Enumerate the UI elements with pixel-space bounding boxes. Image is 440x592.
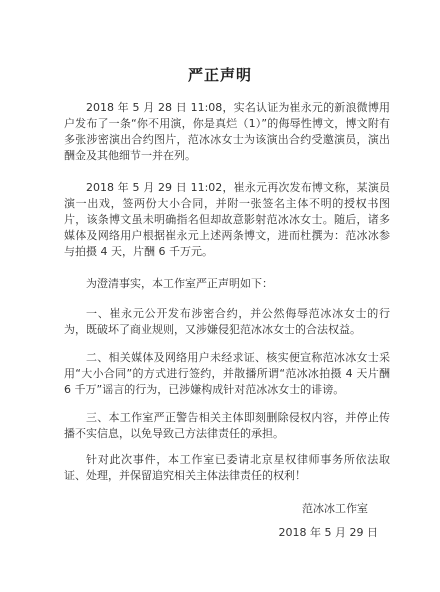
paragraph-point-three: 三、本工作室严正警告相关主体即刻删除侵权内容，并停止传播不实信息，以免导致己方法律责任的承担。 <box>64 411 390 440</box>
statement-title: 严正声明 <box>187 66 252 84</box>
signature-name: 范冰冰工作室 <box>302 502 368 515</box>
paragraph-point-two: 二、相关媒体及网络用户未经求证、核实便宣称范冰冰女士采用“大小合同”的方式进行签约，并散播所谓“范冰冰拍摄 4 天片酬 6 千万”谣言的行为，已涉嫌构成针对范冰冰女士的诽谤。 <box>64 351 390 396</box>
paragraph-clarification-intro: 为澄清事实，本工作室严正声明如下： <box>86 277 273 290</box>
paragraph-incident-may-29: 2018 年 5 月 29 日 11:02，崔永元再次发布博文称，某演员演一出戏，签两份大小合同，并附一张签名主体不明的授权书图片，该条博文虽未明确指名但却故意影射范冰冰女士。随后，诸多媒体及网络用户根据崔永元上述两条博文，进而杜撰为：范冰冰参与拍摄 4 天，片酬 6 千万元。 <box>64 181 390 258</box>
signature-date: 2018 年 5 月 29 日 <box>278 526 378 539</box>
paragraph-incident-may-28: 2018 年 5 月 28 日 11:08，实名认证为崔永元的新浪微博用户发布了一条“你不用演，你是真烂（1）”的侮辱性博文，博文附有多张涉密演出合约图片，范冰冰女士为该演出合约受邀演员，演出酬金及其他细节一并在列。 <box>64 101 390 162</box>
paragraph-legal-action: 针对此次事件，本工作室已委请北京星权律师事务所依法取证、处理，并保留追究相关主体法律责任的权利！ <box>64 453 390 482</box>
paragraph-point-one: 一、崔永元公开发布涉密合约，并公然侮辱范冰冰女士的行为，既破坏了商业规则，又涉嫌侵犯范冰冰女士的合法权益。 <box>64 307 390 336</box>
